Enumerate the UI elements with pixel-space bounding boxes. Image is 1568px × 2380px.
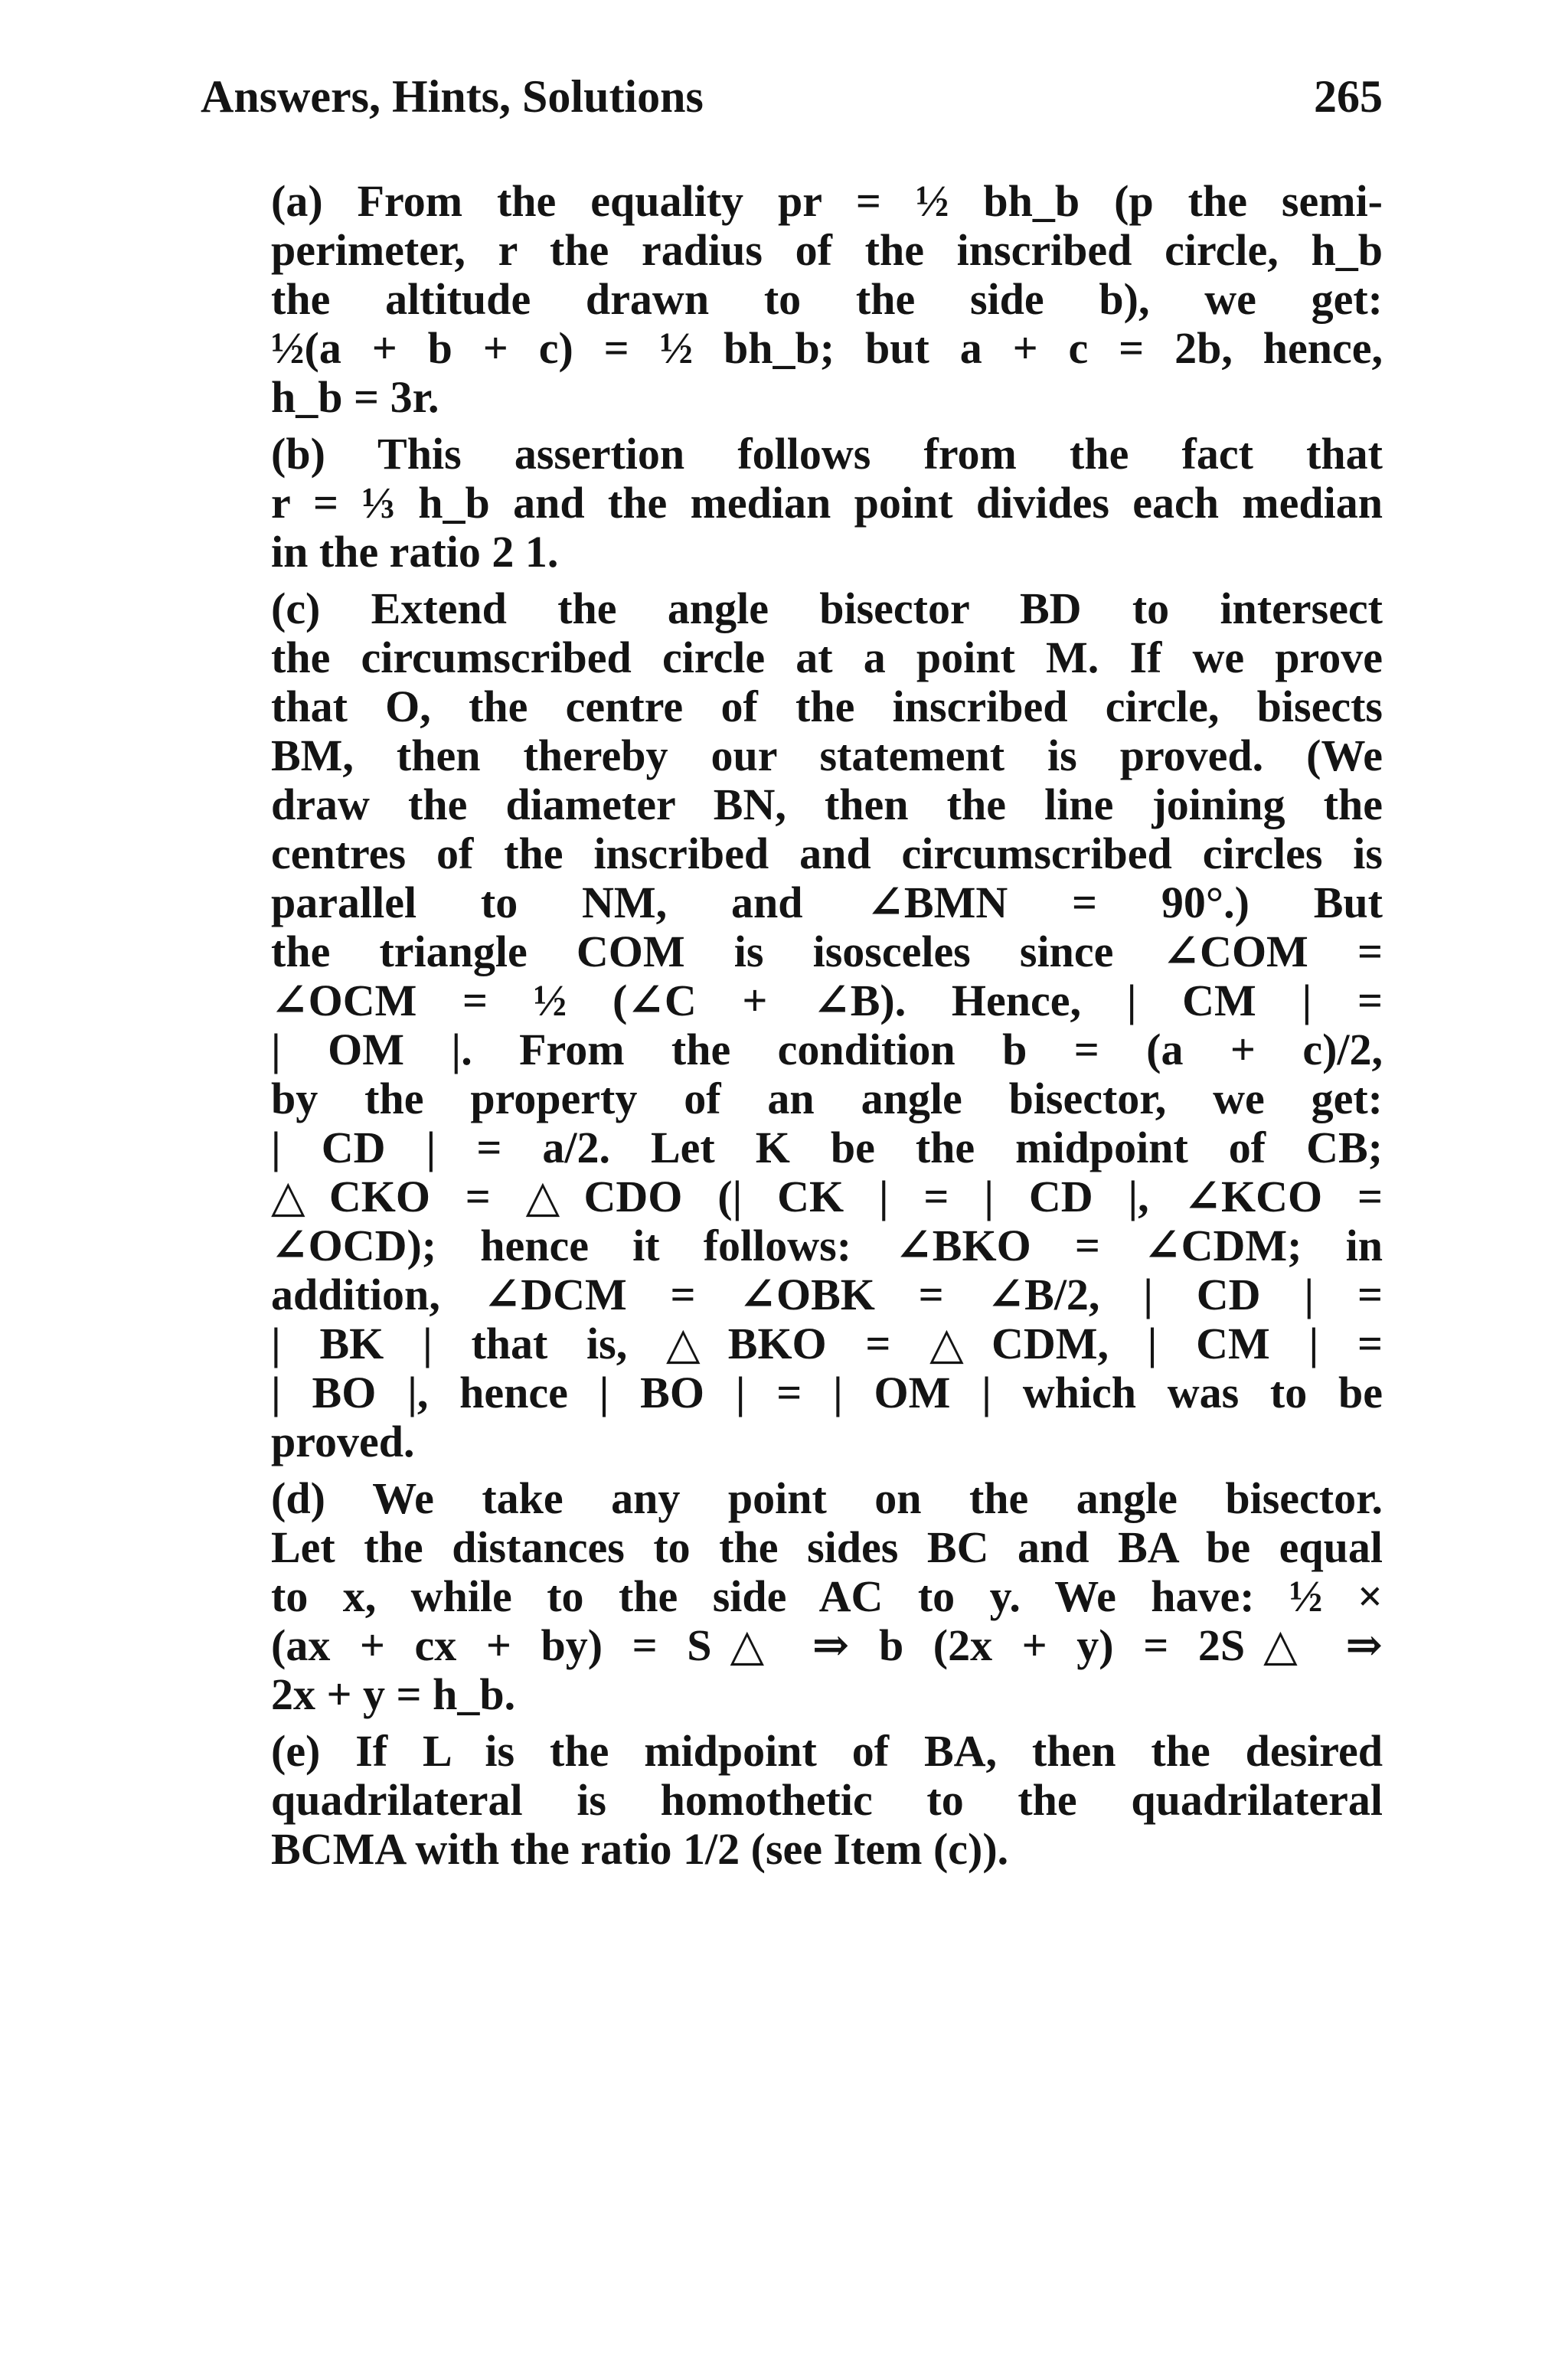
text-line: (c) Extend the angle bisector BD to intersect <box>271 584 1383 633</box>
text-line: BM, then thereby our statement is proved. (We <box>271 731 1383 780</box>
text-line: the triangle COM is isosceles since ∠COM = <box>271 927 1383 976</box>
paragraph-d <box>201 1474 1383 1719</box>
running-header <box>201 70 1383 123</box>
text-line: by the property of an angle bisector, we get: <box>271 1074 1383 1123</box>
header-title: Answers, Hints, Solutions <box>201 71 704 122</box>
text-line: perimeter, r the radius of the inscribed circle, h_b <box>271 225 1383 275</box>
text-line: | OM |. From the condition b = (a + c)/2, <box>271 1025 1383 1074</box>
paragraph-e <box>201 1727 1383 1874</box>
text-line: Let the distances to the sides BC and BA be equal <box>271 1522 1383 1572</box>
paragraph-c <box>201 584 1383 1466</box>
text-line: parallel to NM, and ∠BMN = 90°.) But <box>271 878 1383 927</box>
text-line: in the ratio 2 1. <box>271 527 559 577</box>
text-line: | BO |, hence | BO | = | OM | which was to be <box>271 1368 1383 1417</box>
text-line: ∠OCM = ½ (∠C + ∠B). Hence, | CM | = <box>271 976 1383 1025</box>
text-line: (a) From the equality pr = ½ bh_b (p the semi- <box>271 176 1383 226</box>
paragraph-b <box>201 430 1383 577</box>
text-line: that O, the centre of the inscribed circle, bisects <box>271 682 1383 731</box>
paragraph-a <box>201 177 1383 422</box>
text-line: addition, ∠DCM = ∠OBK = ∠B/2, | CD | = <box>271 1270 1383 1319</box>
text-line: proved. <box>271 1417 415 1466</box>
text-line: (e) If L is the midpoint of BA, then the desired <box>271 1726 1383 1776</box>
text-line: | BK | that is, △BKO = △CDM, | CM | = <box>271 1319 1383 1368</box>
text-line: h_b = 3r. <box>271 372 439 422</box>
text-line: △CKO = △CDO (| CK | = | CD |, ∠KCO = <box>271 1172 1383 1221</box>
text-line: 2x + y = h_b. <box>271 1669 516 1719</box>
book-page <box>201 70 1383 1881</box>
solutions-text <box>201 177 1383 1874</box>
text-line: BCMA with the ratio 1/2 (see Item (c)). <box>271 1824 1009 1874</box>
text-line: (b) This assertion follows from the fact that <box>271 429 1383 479</box>
text-line: | CD | = a/2. Let K be the midpoint of CB; <box>271 1123 1383 1172</box>
text-line: ∠OCD); hence it follows: ∠BKO = ∠CDM; in <box>271 1221 1383 1270</box>
page-number: 265 <box>1314 71 1383 122</box>
text-line: quadrilateral is homothetic to the quadrilateral <box>271 1775 1383 1825</box>
text-line: the altitude drawn to the side b), we get: <box>271 274 1383 324</box>
text-line: draw the diameter BN, then the line joining the <box>271 780 1383 829</box>
text-line: (d) We take any point on the angle bisector. <box>271 1473 1383 1523</box>
text-line: r = ⅓ h_b and the median point divides each median <box>271 478 1383 528</box>
text-line: (ax + cx + by) = S△ ⇒ b (2x + y) = 2S△ ⇒ <box>271 1620 1383 1670</box>
text-line: centres of the inscribed and circumscribed circles is <box>271 829 1383 878</box>
text-line: ½(a + b + c) = ½ bh_b; but a + c = 2b, hence, <box>271 323 1383 373</box>
text-line: to x, while to the side AC to y. We have: ½ × <box>271 1571 1383 1621</box>
text-line: the circumscribed circle at a point M. If we prove <box>271 633 1383 682</box>
